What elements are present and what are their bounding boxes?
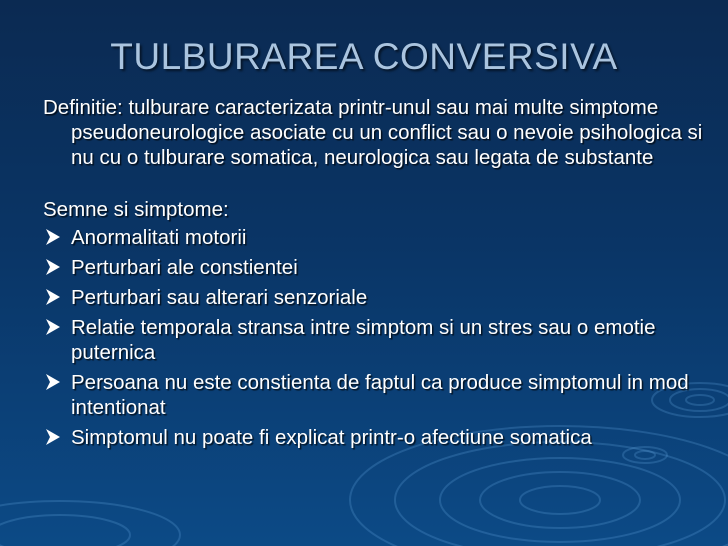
definition-paragraph: Definitie: tulburare caracterizata printr-unul sau mai multe simptome pseudoneurologice asociate cu un conflict sau o nevoie psihologica si nu cu o tulburare somatica, neurologica sau legata de substante [43,96,703,169]
list-item-text: Perturbari sau alterari senzoriale [71,286,368,309]
list-item-text: Relatie temporala stransa intre simptom si un stres sau o emotie puternica [71,316,656,364]
arrowhead-bullet-icon [45,373,61,391]
list-item-text: Perturbari ale constientei [71,256,298,279]
list-item [43,315,703,365]
list-item [43,225,703,250]
arrowhead-bullet-icon [45,288,61,306]
slide-content [43,95,703,450]
list-item-text: Persoana nu este constienta de faptul ca produce simptomul in mod intentionat [71,371,689,419]
symptom-list [43,225,703,450]
list-item [43,425,703,450]
list-item [43,285,703,310]
list-item [43,255,703,280]
arrowhead-bullet-icon [45,228,61,246]
list-item [43,370,703,420]
arrowhead-bullet-icon [45,258,61,276]
arrowhead-bullet-icon [45,428,61,446]
signs-heading: Semne si simptome: [43,198,229,221]
arrowhead-bullet-icon [45,318,61,336]
list-item-text: Anormalitati motorii [71,226,247,249]
list-item-text: Simptomul nu poate fi explicat printr-o afectiune somatica [71,426,592,449]
slide-title: TULBURAREA CONVERSIVA [110,36,618,77]
